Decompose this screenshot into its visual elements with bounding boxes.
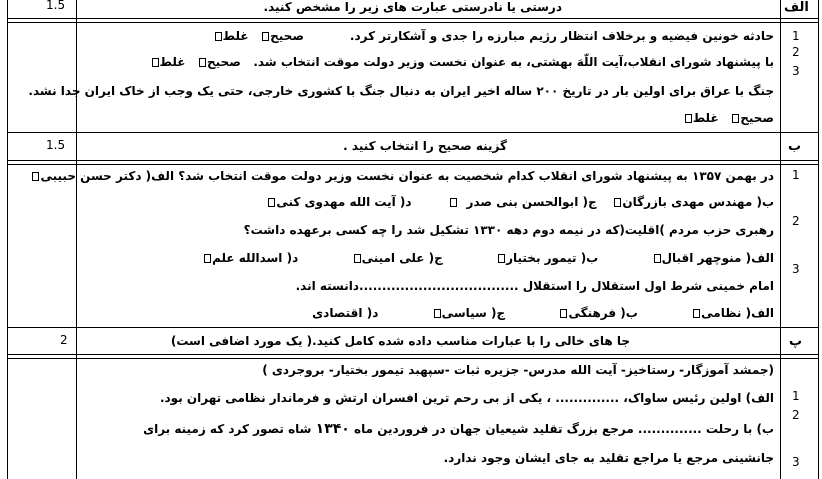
checkbox[interactable] [498,254,505,263]
question-number: 2 [792,214,800,228]
question-text [31,169,774,183]
row-divider [7,132,819,133]
checkbox[interactable] [32,172,39,181]
checkbox[interactable] [693,309,700,318]
section-score: 1.5 [46,138,66,152]
answer-options [312,306,774,320]
question-number: 1 [792,389,800,403]
question-number: 1 [792,168,800,182]
row-divider [7,22,819,23]
checkbox[interactable] [268,198,275,207]
false-label: غلط [222,29,249,43]
year-number: ۱۳۴۰ [315,421,350,437]
false-label: غلط [159,55,186,69]
question-text: الف) اولین رئیس ساواک، .............. ، یکی از بی رحم ترین افسران ارتش و فرماندار نظامی تهران بود. [159,391,774,405]
row-divider [7,358,819,359]
question-number: 3 [792,262,800,276]
question-text [214,29,774,43]
table-border-right [818,0,819,479]
checkbox[interactable] [262,32,269,41]
section-score: 1.5 [46,0,66,12]
option-a: الف( نظامی [701,306,774,320]
option-c: ج( سیاسی [441,306,506,320]
checkbox[interactable] [215,32,222,41]
section-letter: ب [788,139,802,154]
question-text [28,84,774,98]
question-text [143,421,774,437]
answer-options [267,195,774,209]
statement: شاه تصور کرد که زمینه برای [143,422,312,436]
section-score: 2 [60,333,68,347]
option-d: د( اسدالله علم [212,251,299,265]
table-border-left [7,0,8,479]
checkbox[interactable] [450,198,457,207]
option-b: ب( تیمور بختیار [506,251,599,265]
option-a: الف( منوچهر اقبال [661,251,774,265]
option-b: ب( فرهنگی [568,306,638,320]
option-d: د( اقتصادی [312,306,379,320]
statement: حادثه خونین فیضیه و برخلاف انتظار رژیم مبارزه را جدی و آشکارتر کرد. [349,29,774,43]
table-border-score [76,0,77,479]
row-divider [7,18,819,19]
checkbox[interactable] [199,58,206,67]
word-bank: (جمشد آموزگار- رستاخیز- آیت الله مدرس- جزیره ثبات -سپهبد تیمور بختیار- بروجردی ) [262,363,774,377]
checkbox[interactable] [614,198,621,207]
checkbox[interactable] [732,114,739,123]
year-number: ۲۰۰ [536,84,559,98]
question-text: رهبری حزب مردم )اقلیت(که در نیمه دوم دهه ۱۳۳۰ تشکیل شد را چه کسی برعهده داشت؟ [243,223,774,237]
checkbox[interactable] [685,114,692,123]
checkbox[interactable] [354,254,361,263]
question-text: امام خمینی شرط اول استقلال را استقلال ...................................دانسته اند. [295,279,774,293]
checkbox[interactable] [204,254,211,263]
false-label: غلط [692,111,719,125]
question-stem: در بهمن ۱۳۵۷ به پیشنهاد شورای انقلاب کدام شخصیت به عنوان نخست وزیر دولت موقت انتخاب شد؟ الف( دکتر حسن حبیبی [40,169,774,183]
option-c: ج( ابوالحسن بنی صدر [466,195,597,209]
question-number: 3 [792,64,800,78]
row-divider [7,164,819,165]
row-divider [7,354,819,355]
table-border-content [780,0,781,479]
option-c: ج( علی امینی [361,251,443,265]
question-number: 1 [792,29,800,43]
true-label: صحیح [270,29,304,43]
option-b: ب( مهندس مهدی بازرگان [622,195,774,209]
answer-options [203,251,774,265]
question-text [151,55,774,69]
statement: با پیشنهاد شورای انقلاب،آیت اللّهَ بهشتی، به عنوان نخست وزیر دولت موقت انتخاب شد. [253,55,774,69]
statement: ساله اخیر ایران به دنبال جنگ با کشوری خارجی، حتی یک وجب از خاک ایران جدا نشد. [28,84,533,98]
question-number: 2 [792,408,800,422]
checkbox[interactable] [654,254,661,263]
row-divider [7,160,819,161]
true-label: صحیح [207,55,241,69]
section-title: درستی یا نادرستی عبارت های زیر را مشخص کنید. [263,0,562,14]
section-title: جا های خالی را با عبارات مناسب داده شده کامل کنید.( یک مورد اضافی است) [170,334,630,348]
checkbox[interactable] [434,309,441,318]
row-divider [7,327,819,328]
question-number: 2 [792,45,800,59]
section-letter: الف [784,0,809,15]
true-false-options [684,111,774,125]
option-d: د( آیت الله مهدوی کنی [276,195,412,209]
true-label: صحیح [740,111,774,125]
checkbox[interactable] [152,58,159,67]
checkbox[interactable] [560,309,567,318]
question-text: جانشینی مرجع یا مراجع تقلید به جای ایشان وجود ندارد. [443,451,774,465]
statement: ب) با رحلت .............. مرجع بزرگ تقلید شیعیان جهان در فروردین ماه [354,422,774,436]
question-number: 3 [792,455,800,469]
statement: جنگ با عراق برای اولین بار در تاریخ [562,84,774,98]
section-letter: پ [789,334,803,349]
section-title: گزینه صحیح را انتخاب کنید . [343,139,507,153]
